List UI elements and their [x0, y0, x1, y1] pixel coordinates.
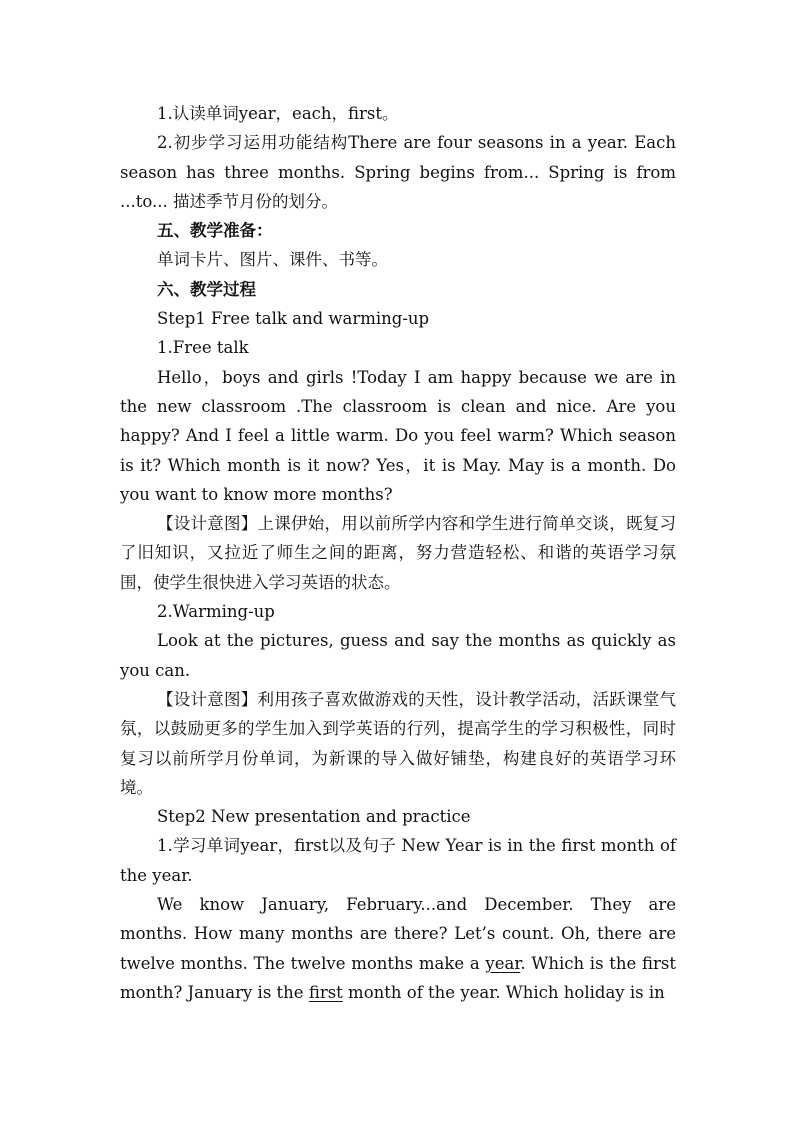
objective-item-2: 2.初步学习运用功能结构There are four seasons in a year. Each season has three months. Spring begins from... Spring is from ...to... 描述季节月份的划分。	[120, 133, 676, 211]
step2-sub1-title: 1.学习单词year，first以及句子 New Year is in the first month of the year.	[120, 836, 676, 885]
design-intent-1: 【设计意图】上课伊始，用以前所学内容和学生进行简单交谈，既复习了旧知识，又拉近了师生之间的距离，努力营造轻松、和谐的英语学习氛围，使学生很快进入学习英语的状态。	[120, 514, 676, 592]
step2-title: Step2 New presentation and practice	[157, 807, 471, 827]
step1-sub1-title: 1.Free talk	[157, 338, 249, 358]
section-6-heading: 六、教学过程	[157, 279, 256, 299]
step2-paragraph	[120, 890, 676, 1007]
step2-paragraph-part1: We know January, February...and December. They are months. How many months are there? Let’s count. Oh, there are twelve months. The twelve months make a	[120, 895, 676, 973]
objective-item-1: 1.认读单词year，each，first。	[157, 104, 399, 123]
step1-sub1-text: Hello，boys and girls !Today I am happy because we are in the new classroom .The classroom is clean and nice. Are you happy? And I feel a little warm. Do you feel warm? Which season is it? Which month is it now? Yes，it is May. May is a month. Do you want to know more months?	[120, 367, 676, 504]
step2-paragraph-part3: month of the year. Which holiday is in	[342, 982, 665, 1002]
underlined-word-year: year	[485, 953, 521, 973]
step2-paragraph-part2: . Which is the first month? January is the	[120, 953, 676, 1002]
section-5-heading: 五、教学准备：	[157, 221, 273, 241]
step1-sub2-text: Look at the pictures, guess and say the months as quickly as you can.	[120, 631, 676, 680]
section-5-text: 单词卡片、图片、课件、书等。	[157, 250, 388, 270]
step1-sub2-title: 2.Warming-up	[157, 602, 275, 622]
step1-title: Step1 Free talk and warming-up	[157, 309, 430, 329]
underlined-word-first: first	[308, 982, 343, 1002]
document-body	[120, 99, 676, 1007]
design-intent-2: 【设计意图】利用孩子喜欢做游戏的天性，设计教学活动，活跃课堂气氛，以鼓励更多的学生加入到学英语的行列，提高学生的学习积极性，同时复习以前所学月份单词，为新课的导入做好铺垫，构建良好的英语学习环境。	[120, 689, 676, 797]
